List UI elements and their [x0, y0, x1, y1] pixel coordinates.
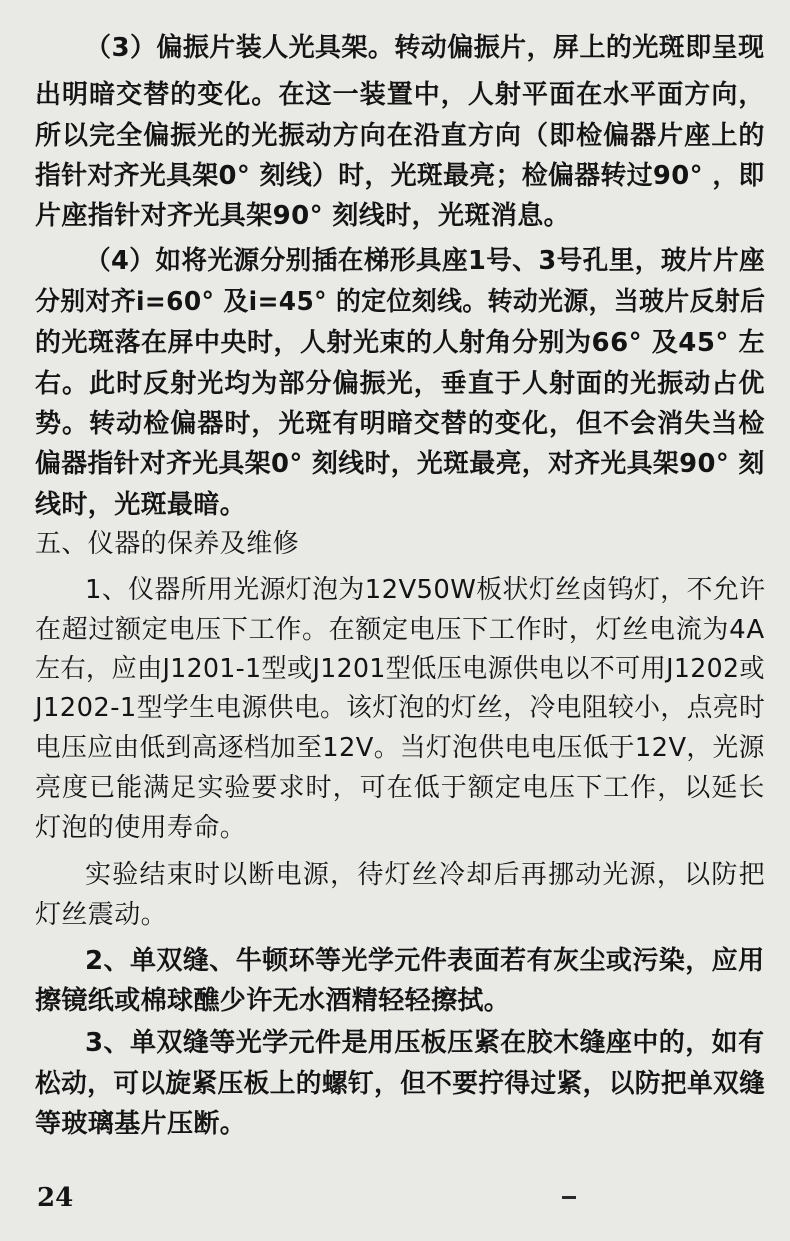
- text-line: J1202-1型学生电源供电。该灯泡的灯丝，冷电阻较小，点亮时: [35, 693, 766, 723]
- text-line: 松动，可以旋紧压板上的螺钉，但不要拧得过紧，以防把单双缝: [35, 1069, 766, 1099]
- text-line: （3）偏振片装人光具架。转动偏振片，屏上的光斑即呈现: [85, 33, 765, 63]
- text-line: 右。此时反射光均为部分偏振光，垂直于人射面的光振动占优: [35, 369, 766, 399]
- text-line: 出明暗交替的变化。在这一装置中，人射平面在水平面方向，: [35, 80, 766, 110]
- text-line: 实验结束时以断电源，待灯丝冷却后再挪动光源，以防把: [85, 860, 766, 890]
- text-line: 1、仪器所用光源灯泡为12V50W板状灯丝卤钨灯，不允许: [85, 575, 766, 605]
- text-line: 所以完全偏振光的光振动方向在沿直方向（即检偏器片座上的: [35, 121, 766, 151]
- text-line: 2、单双缝、牛顿环等光学元件表面若有灰尘或污染，应用: [85, 946, 765, 976]
- text-line: 指针对齐光具架0° 刻线）时，光斑最亮；检偏器转过90° ，即: [35, 161, 765, 191]
- text-line: 线时，光斑最暗。: [35, 490, 247, 520]
- text-line: 分别对齐i=60° 及i=45° 的定位刻线。转动光源，当玻片反射后: [35, 287, 766, 317]
- section-heading: 五、仪器的保养及维修: [35, 529, 300, 559]
- text-line: 在超过额定电压下工作。在额定电压下工作时，灯丝电流为4A: [35, 615, 765, 645]
- text-line: 擦镜纸或棉球醮少许无水酒精轻轻擦拭。: [35, 986, 511, 1016]
- text-line: 亮度已能满足实验要求时，可在低于额定电压下工作，以延长: [35, 773, 766, 803]
- text-line: 的光斑落在屏中央时，人射光束的人射角分别为66° 及45° 左: [35, 328, 765, 358]
- print-mark: [562, 1196, 576, 1199]
- text-line: 片座指针对齐光具架90° 刻线时，光斑消息。: [35, 201, 571, 231]
- text-line: （4）如将光源分别插在梯形具座1号、3号孔里，玻片片座: [85, 246, 766, 276]
- text-line: 灯泡的使用寿命。: [35, 813, 247, 843]
- page-number: 24: [37, 1183, 74, 1213]
- text-line: 电压应由低到高逐档加至12V。当灯泡供电电压低于12V，光源: [35, 733, 765, 763]
- text-line: 等玻璃基片压断。: [35, 1109, 247, 1139]
- text-line: 灯丝震动。: [35, 900, 168, 930]
- text-line: 3、单双缝等光学元件是用压板压紧在胶木缝座中的，如有: [85, 1028, 765, 1058]
- text-line: 左右，应由J1201-1型或J1201型低压电源供电以不可用J1202或: [35, 654, 765, 684]
- text-line: 偏器指针对齐光具架0° 刻线时，光斑最亮，对齐光具架90° 刻: [35, 449, 765, 479]
- text-line: 势。转动检偏器时，光斑有明暗交替的变化，但不会消失当检: [35, 409, 766, 439]
